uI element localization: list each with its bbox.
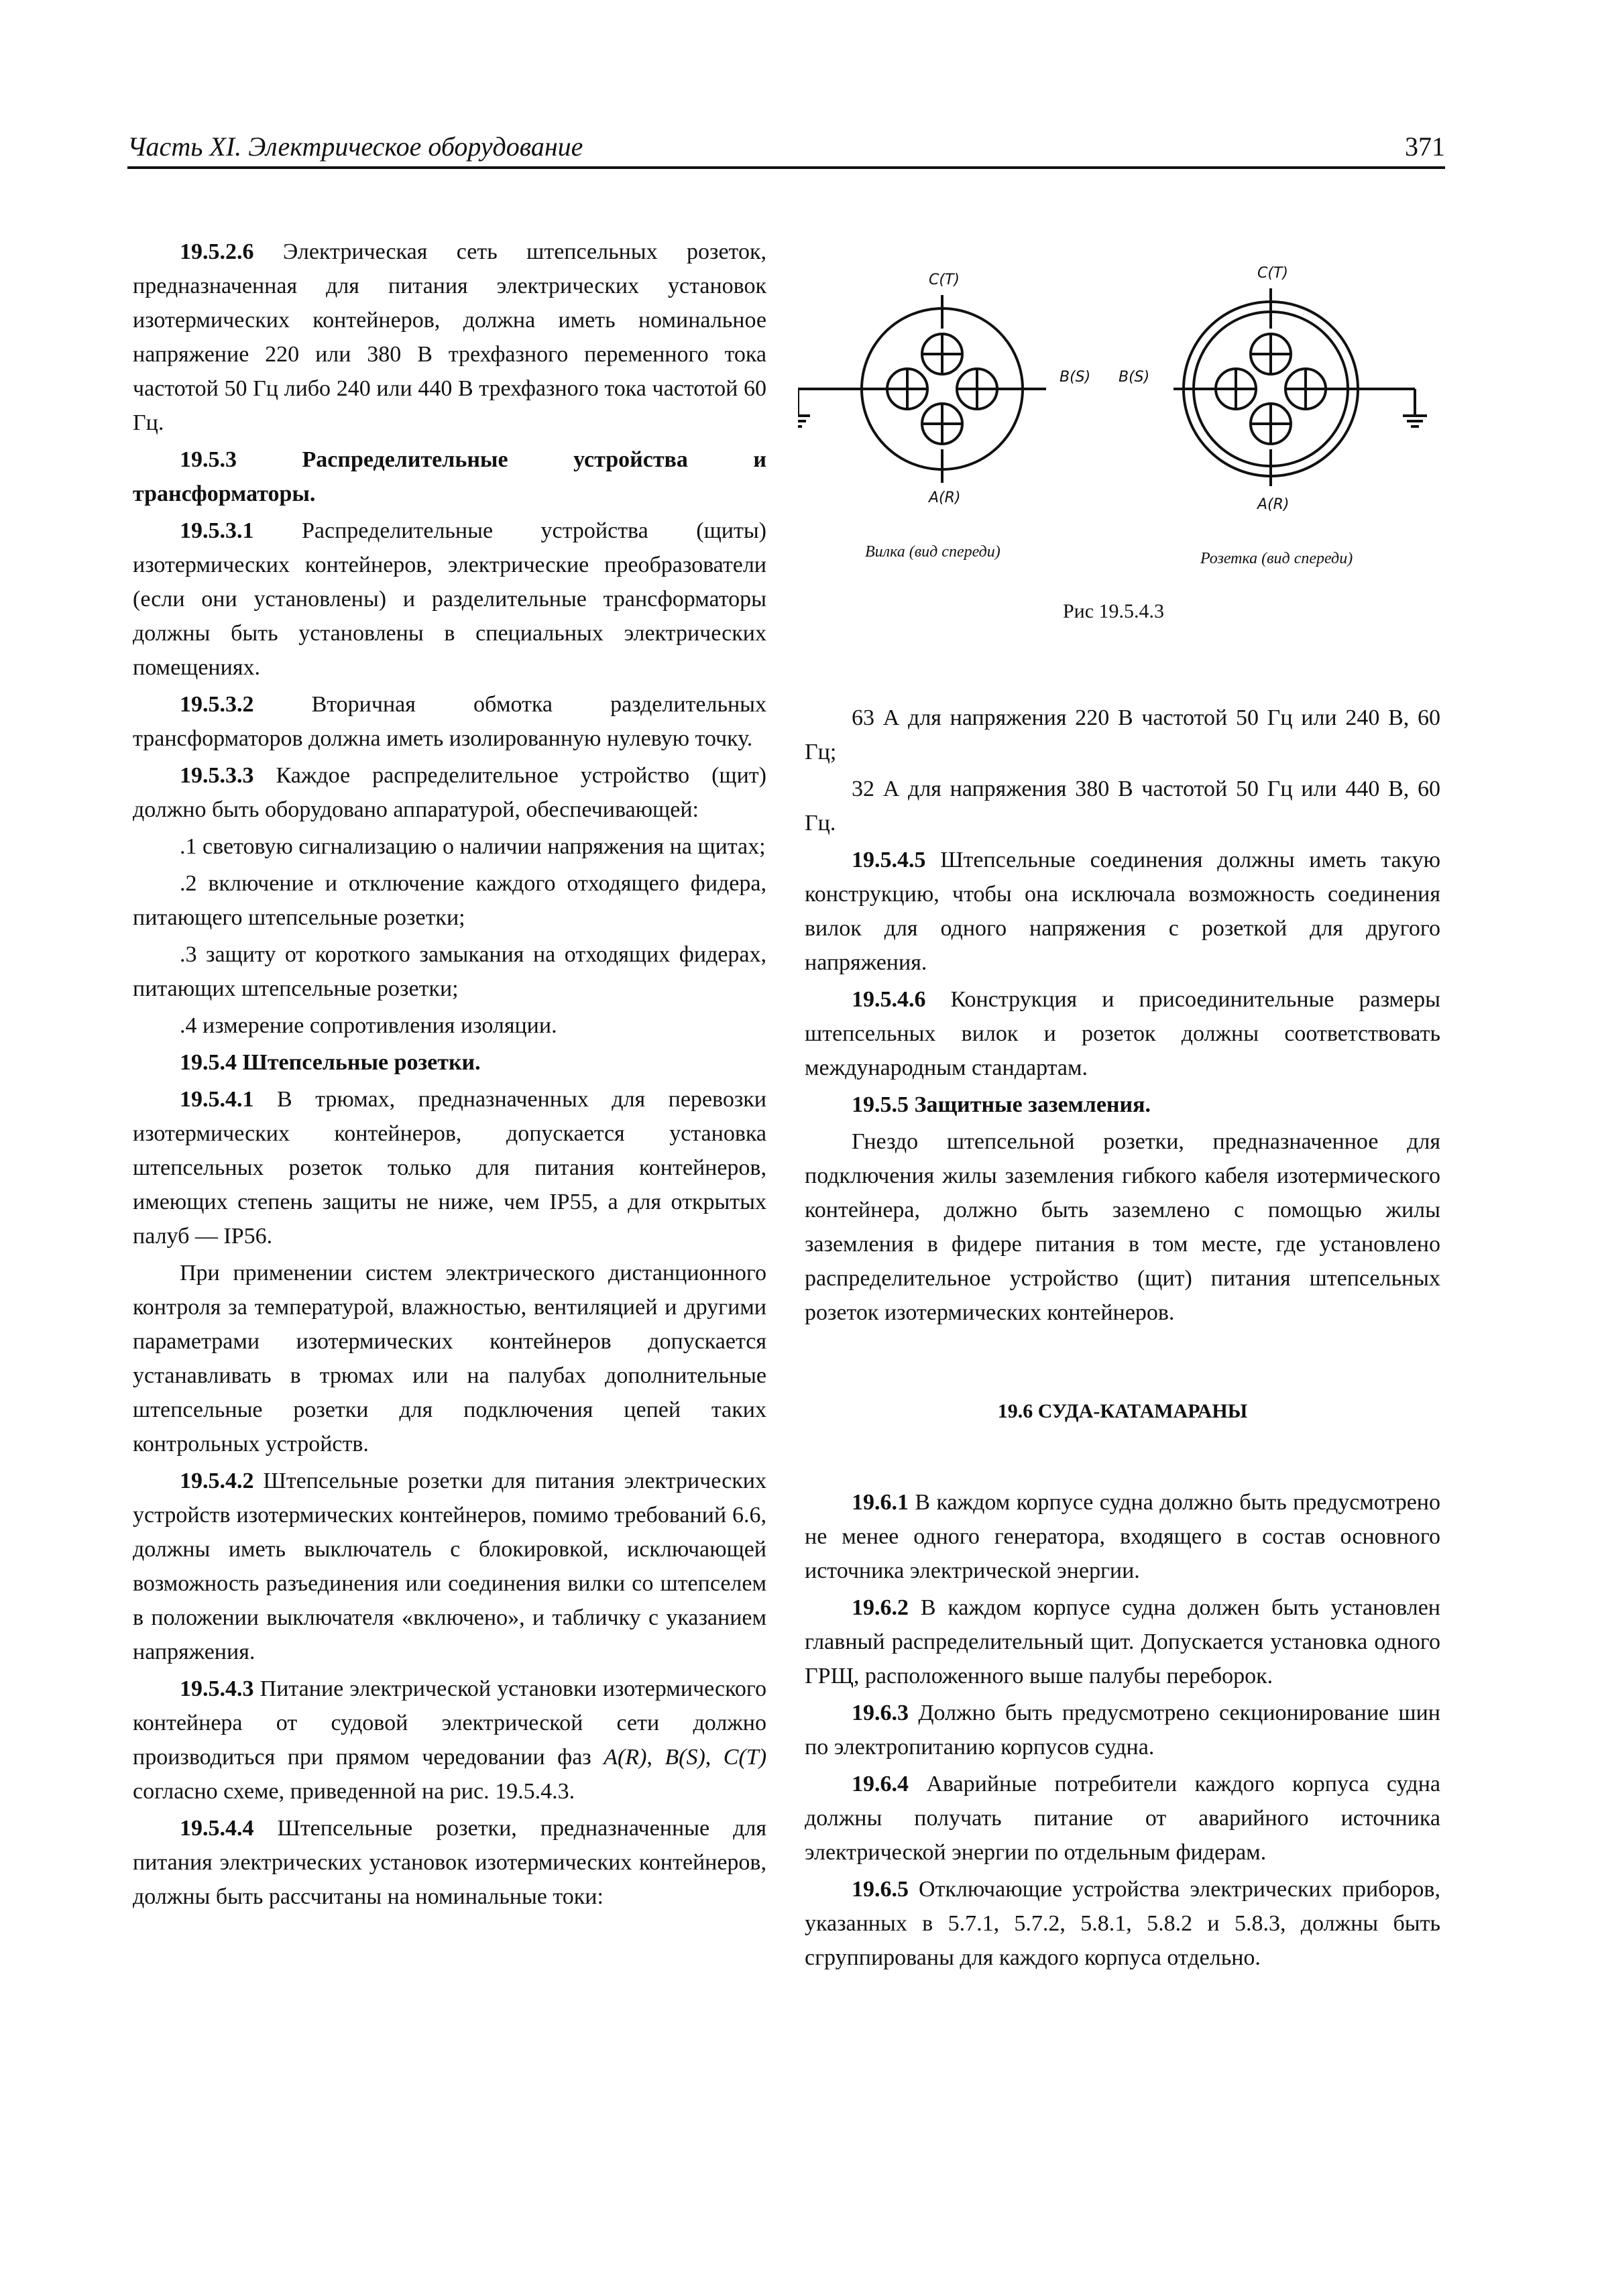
plug-label-a: A(R) xyxy=(929,490,961,506)
paragraph: 19.6.2 В каждом корпусе судна должен быть установлен главный распределительный щит. Допускается установка одного ГРЩ, расположенного выше палубы переборок. xyxy=(805,1595,1440,1688)
paragraph: Гнездо штепсельной розетки, предназначенное для подключения жилы заземления гибкого кабеля изотермического контейнера, должно быть заземлено с помощью жилы заземления в фидере питания в том месте, где установлено распределительное устройство (щит) питания штепсельных розеток изотермических контейнеров. xyxy=(805,1129,1440,1325)
paragraph: 19.5.2.6 Электрическая сеть штепсельных розеток, предназначенная для питания электрических установок изотермических контейнеров, должна иметь номинальное напряжение 220 или 380 В трехфазного переменного тока частотой 50 Гц либо 240 или 440 В трехфазного тока частотой 60 Гц. xyxy=(133,239,766,435)
paragraph: При применении систем электрического дистанционного контроля за температурой, влажностью, вентиляцией и другими параметрами изотермических контейнеров допускается устанавливать в трюмах или на палубах дополнительные штепсельные розетки для подключения цепей таких контрольных устройств. xyxy=(133,1261,766,1456)
figure-drawing xyxy=(798,255,1442,630)
list-item: .1 световую сигнализацию о наличии напряжения на щитах; xyxy=(180,834,766,859)
subsection-heading: 19.5.5 Защитные заземления. xyxy=(852,1092,1151,1117)
paragraph: 19.5.4.1 В трюмах, предназначенных для перевозки изотермических контейнеров, допускается установка штепсельных розеток только для питания контейнеров, имеющих степень защиты не ниже, чем IP55, а для открытых палуб — IP56. xyxy=(133,1087,766,1249)
paragraph: 19.5.3.2 Вторичная обмотка разделительных трансформаторов должна иметь изолированную нулевую точку. xyxy=(133,692,766,751)
paragraph: 19.5.4.2 Штепсельные розетки для питания электрических устройств изотермических контейнеров, помимо требований 6.6, должны иметь выключатель с блокировкой, исключающей возможность разъединения или соединения вилки со штепселем в положении выключателя «включено», и табличку с указанием напряжения. xyxy=(133,1469,766,1664)
page-header xyxy=(127,127,1445,169)
section-heading: 19.6 СУДА-КАТАМАРАНЫ xyxy=(997,1400,1248,1422)
paragraph: 19.6.5 Отключающие устройства электрических приборов, указанных в 5.7.1, 5.7.2, 5.8.1, 5.8.2 и 5.8.3, должны быть сгруппированы для каждого корпуса отдельно. xyxy=(805,1877,1440,1970)
paragraph: 19.6.3 Должно быть предусмотрено секционирование шин по электропитанию корпусов судна. xyxy=(805,1701,1440,1760)
left-column xyxy=(133,235,766,1916)
subsection-heading: 19.5.3 Распределительные устройства и трансформаторы. xyxy=(133,447,766,506)
socket-label-c: C(T) xyxy=(1257,265,1288,282)
plug-label-c: C(T) xyxy=(929,272,960,288)
figure-plug-socket xyxy=(798,255,1442,630)
paragraph: 63 А для напряжения 220 В частотой 50 Гц или 240 В, 60 Гц; xyxy=(805,705,1440,764)
subsection-heading: 19.5.4 Штепсельные розетки. xyxy=(180,1050,481,1075)
paragraph: 19.5.4.6 Конструкция и присоединительные размеры штепсельных вилок и розеток должны соответствовать международным стандартам. xyxy=(805,987,1440,1080)
right-column-top xyxy=(805,701,1440,1332)
paragraph: 19.5.4.5 Штепсельные соединения должны иметь такую конструкцию, чтобы она исключала возможность соединения вилок для одного напряжения с розеткой для другого напряжения. xyxy=(805,848,1440,975)
right-column-bottom xyxy=(805,1485,1440,1977)
figure-caption: Рис 19.5.4.3 xyxy=(1063,600,1165,622)
plug-label-b: B(S) xyxy=(1060,369,1091,386)
paragraph: 19.5.4.4 Штепсельные розетки, предназначенные для питания электрических установок изотермических контейнеров, должны быть рассчитаны на номинальные токи: xyxy=(133,1816,766,1909)
paragraph: 19.6.4 Аварийные потребители каждого корпуса судна должны получать питание от аварийного источника электрической энергии по отдельным фидерам. xyxy=(805,1772,1440,1865)
list-item: .2 включение и отключение каждого отходящего фидера, питающего штепсельные розетки; xyxy=(133,871,766,930)
running-title: Часть XI. Электрическое оборудование xyxy=(127,131,583,162)
paragraph: 19.5.3.1 Распределительные устройства (щиты) изотермических контейнеров, электрические преобразователи (если они установлены) и разделительные трансформаторы должны быть установлены в специальных электрических помещениях. xyxy=(133,518,766,680)
socket-label-b: B(S) xyxy=(1119,369,1150,386)
paragraph: 19.5.3.3 Каждое распределительное устройство (щит) должно быть оборудовано аппаратурой, обеспечивающей: xyxy=(133,763,766,822)
list-item: .4 измерение сопротивления изоляции. xyxy=(180,1013,557,1038)
paragraph: 32 А для напряжения 380 В частотой 50 Гц или 440 В, 60 Гц. xyxy=(805,777,1440,836)
plug-caption: Вилка (вид спереди) xyxy=(865,543,1000,561)
socket-label-a: A(R) xyxy=(1257,496,1290,513)
paragraph: 19.6.1 В каждом корпусе судна должно быть предусмотрено не менее одного генератора, входящего в состав основного источника электрической энергии. xyxy=(805,1490,1440,1583)
socket-caption: Розетка (вид спереди) xyxy=(1200,550,1353,567)
paragraph: 19.5.4.3 Питание электрической установки изотермического контейнера от судовой электрической сети должно производиться при прямом чередовании фаз A(R), B(S), C(T) согласно схеме, приведенной на рис. 19.5.4.3. xyxy=(133,1676,767,1804)
page-number: 371 xyxy=(1405,131,1445,162)
list-item: .3 защиту от короткого замыкания на отходящих фидерах, питающих штепсельные розетки; xyxy=(133,942,766,1001)
